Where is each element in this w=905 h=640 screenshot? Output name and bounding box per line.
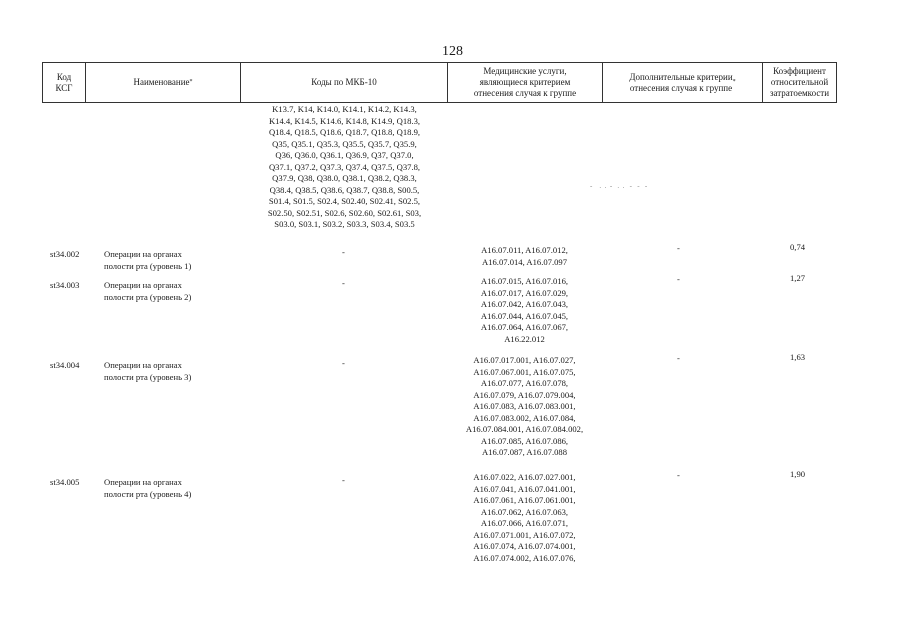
row-criteria: -	[677, 243, 680, 253]
row-coefficient: 1,63	[790, 352, 806, 362]
row-code: st34.003	[50, 280, 80, 290]
row-icd: -	[342, 358, 345, 368]
row-services: A16.07.017.001, A16.07.027, A16.07.067.001, A16.07.075, A16.07.077, A16.07.078, A16.07.079, A16.07.079.004, A16.07.083, A16.07.083.001, A16.07.083.002, A16.07.084, A16.07.084.001, A16.07.084.002, A16.07.085, A16.07.086, A16.07.087, A16.07.088	[465, 355, 584, 457]
row-services: A16.07.015, A16.07.016, A16.07.017, A16.07.029, A16.07.042, A16.07.043, A16.07.044, A16.07.045, A16.07.064, A16.07.067, A16.22.012	[480, 276, 569, 344]
header-criteria-text: Дополнительные критерии отнесения случая к группе	[629, 71, 733, 93]
table-header	[42, 62, 837, 103]
row-code: st34.005	[50, 477, 80, 487]
row-code: st34.002	[50, 249, 80, 259]
row-criteria: -	[677, 353, 680, 363]
continuation-icd-codes: K13.7, K14, K14.0, K14.1, K14.2, K14.3, K14.4, K14.5, K14.6, K14.8, K14.9, Q18.3, Q18.4, Q18.5, Q18.6, Q18.7, Q18.8, Q18.9, Q35, Q35.1, Q35.3, Q35.5, Q35.7, Q35.9, Q36, Q36.0, Q36.1, Q36.9, Q37, Q37.0, Q37.1, Q37.2, Q37.3, Q37.4, Q37.5, Q37.8, Q37.9, Q38, Q38.0, Q38.1, Q38.2, Q38.3, Q38.4, Q38.5, Q38.6, Q38.7, Q38.8, S00.5, S01.4, S01.5, S02.4, S02.40, S02.41, S02.5, S02.50, S02.51, S02.6, S02.60, S02.61, S03, S03.0, S03.1, S03.2, S03.3, S03.4, S03.5	[267, 104, 422, 229]
header-code	[42, 63, 85, 103]
row-name: Операции на органах полости рта (уровень 2)	[104, 280, 192, 302]
row-name: Операции на органах полости рта (уровень 1)	[104, 249, 192, 271]
row-criteria: -	[677, 274, 680, 284]
header-icd-text: Коды по МКБ-10	[311, 77, 377, 87]
header-services-text: Медицинские услуги, являющиеся критерием отнесения случая к группе	[473, 66, 577, 98]
row-coefficient: 1,90	[790, 469, 806, 479]
header-code-text: Код КСГ	[55, 71, 73, 93]
header-coefficient-text: Коэффициент относительной затратоемкости	[769, 66, 830, 98]
row-coefficient: 0,74	[790, 242, 806, 252]
row-services: A16.07.011, A16.07.012, A16.07.014, A16.07.097	[481, 245, 568, 267]
page-number: 128	[442, 44, 463, 59]
row-services: A16.07.022, A16.07.027.001, A16.07.041, A16.07.041.001, A16.07.061, A16.07.061.001, A16.07.062, A16.07.063, A16.07.066, A16.07.071, A16.07.071.001, A16.07.072, A16.07.074, A16.07.074.001, A16.07.074.002, A16.07.076,	[473, 472, 576, 563]
row-coefficient: 1,27	[790, 273, 806, 283]
row-icd: -	[342, 247, 345, 257]
header-icd	[240, 63, 447, 103]
row-criteria: -	[677, 470, 680, 480]
header-name-footnote-mark: *	[189, 79, 193, 85]
row-code: st34.004	[50, 360, 80, 370]
header-criteria-footnote-mark: *	[732, 79, 736, 85]
row-icd: -	[342, 475, 345, 485]
header-services	[447, 63, 602, 103]
scan-artifact: - . . - . . - - -	[590, 182, 648, 190]
header-name	[85, 63, 240, 103]
row-name: Операции на органах полости рта (уровень 4)	[104, 477, 192, 499]
header-name-text: Наименование	[133, 77, 190, 87]
row-name: Операции на органах полости рта (уровень 3)	[104, 360, 192, 382]
header-coefficient	[762, 63, 837, 103]
row-icd: -	[342, 278, 345, 288]
header-criteria	[602, 63, 762, 103]
